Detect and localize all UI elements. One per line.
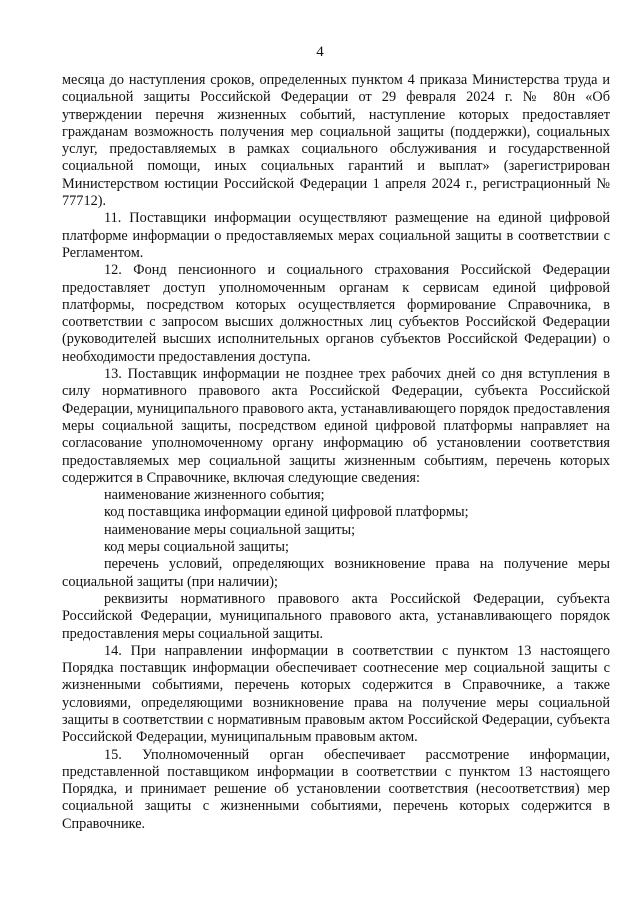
page-number: 4 [316, 44, 324, 60]
list-item-life-event-name: наименование жизненного события; [104, 487, 325, 504]
list-item-measure-code: код меры социальной защиты; [104, 539, 289, 556]
document-body [62, 72, 610, 833]
paragraph-12: 12. Фонд пенсионного и социального страхования Российской Федерации предоставляет доступ уполномоченным органам к сервисам единой цифровой платформы, посредством которых осуществляется формирование Справочника, в соответствии с запросом высших должностных лиц субъектов Российской Федерации (руководителей высших исполнительных органов субъектов Российской Федерации) о необходимости предоставления доступа. [62, 262, 610, 365]
paragraph-13: 13. Поставщик информации не позднее трех рабочих дней со дня вступления в силу нормативного правового акта Российской Федерации, субъекта Российской Федерации, муниципального правового акта, устанавливающего порядок предоставления меры социальной защиты, посредством единой цифровой платформы направляет на согласование уполномоченному органу информацию об установлении соответствия предоставляемых мер социальной защиты жизненным событиям, перечень которых содержится в Справочнике, включая следующие сведения: [62, 366, 610, 486]
list-item-legal-act-details: реквизиты нормативного правового акта Российской Федерации, субъекта Российской Федерации, муниципального правового акта, устанавливающего порядок предоставления меры социальной защиты. [62, 590, 610, 642]
paragraph-continuation: месяца до наступления сроков, определенных пунктом 4 приказа Министерства труда и социальной защиты Российской Федерации от 29 февраля 2024 г. № 80н «Об утверждении перечня жизненных событий, наступление которых предоставляет гражданам возможность получения мер социальной защиты (поддержки), социальных услуг, предоставляемых в рамках социального обслуживания и государственной социальной помощи, иных социальных гарантий и выплат» (зарегистрирован Министерством юстиции Российской Федерации 1 апреля 2024 г., регистрационный № 77712). [62, 72, 610, 210]
list-item-provider-code: код поставщика информации единой цифровой платформы; [104, 504, 469, 521]
paragraph-15: 15. Уполномоченный орган обеспечивает рассмотрение информации, представленной поставщиком информации в соответствии с пунктом 13 настоящего Порядка, и принимает решение об установлении соответствия (несоответствия) мер социальной защиты с жизненными событиями, перечень которых содержится в Справочнике. [62, 746, 610, 832]
list-item-measure-name: наименование меры социальной защиты; [104, 521, 356, 538]
list-item-conditions: перечень условий, определяющих возникновение права на получение меры социальной защиты (при наличии); [62, 556, 610, 590]
paragraph-14: 14. При направлении информации в соответствии с пунктом 13 настоящего Порядка поставщик информации обеспечивает соотнесение мер социальной защиты с жизненными событиями, перечень которых содержится в Справочнике, а также условиями, определяющими возникновение права на получение меры социальной защиты в соответствии с нормативным правовым актом Российской Федерации, субъекта Российской Федерации, муниципальным правовым актом. [62, 642, 610, 746]
paragraph-11: 11. Поставщики информации осуществляют размещение на единой цифровой платформе информации о предоставляемых мерах социальной защиты в соответствии с Регламентом. [62, 210, 610, 261]
